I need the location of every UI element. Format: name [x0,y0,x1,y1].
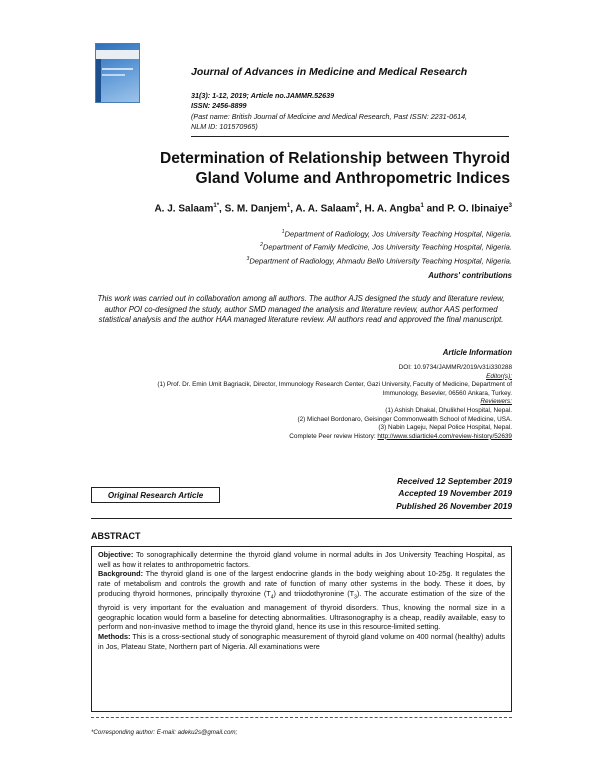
footnote-rule [91,717,512,718]
article-info-heading: Article Information [442,348,512,357]
journal-title: Journal of Advances in Medicine and Medical Research [191,66,468,78]
reviewer-entry: (2) Michael Bordonaro, Geisinger Commonwealth School of Medicine, USA. [297,415,512,423]
author-sup: 2 [355,203,359,209]
contributions-heading: Authors' contributions [428,271,512,280]
doi: DOI: 10.9734/JAMMR/2019/v31i330288 [398,364,512,371]
published-date: Published 26 November 2019 [396,500,512,511]
abstract-box [91,546,512,712]
contributions-text: This work was carried out in collaboration among all authors. The author AJS designed the study and literature review, author POI co-designed the study, author SMD managed the analysis and literature review, author AAS performed statistical analysis and the author HAA managed literature review. All authors read and approved the final manuscript. [97,294,505,325]
abstract-heading: ABSTRACT [91,531,141,541]
review-history: Complete Peer review History: http://www.sdiarticle4.com/review-history/52639 [289,432,512,440]
reviewer-entry: (3) Nabin Lageju, Nepal Police Hospital, Nepal. [378,424,512,432]
editor-entry-cont: Immunology, Besevler, 06560 Ankara, Turkey. [382,389,512,397]
volume-line: 31(3): 1-12, 2019; Article no.JAMMR.52639 [191,91,335,100]
nlm-id: NLM ID: 101570965) [191,121,258,131]
author-sup: 1 [420,203,424,209]
author-name: A. J. Salaam [154,203,214,215]
author-name: S. M. Danjem [224,203,287,215]
article-type-box: Original Research Article [91,487,220,503]
abstract-background: Background: The thyroid gland is one of the largest endocrine glands in the body weighing about 10-25g. It regulates the rate of metabolism and controls the growth and rate of function of many other systems in the body. These it does, by producing thyroid hormones, principally thyroxine $(T_4)$ and triiodothyronine $(T_3)$. The accurate estimation of the size of the thyroid is very important for the evaluation and management of thyroid disorders. Thus, knowing the normal size in a geographic location would form a baseline for detecting abnormalities. Ultrasonography is a cheap, readily available, easy to perform and non-invasive method to image the thyroid gland, hence its use in this resource-limited setting. [98,569,505,632]
author-sup: 1 [286,203,291,209]
affiliations [100,227,512,267]
affiliation: $^3$Department of Radiology, Ahmadu Bello University Teaching Hospital, Nigeria. [246,255,512,266]
article-dates [396,475,512,512]
review-history-link[interactable]: http://www.sdiarticle4.com/review-history/52639 [377,432,512,440]
title-line-1: Determination of Relationship between Thyroid [159,150,510,167]
reviewer-entry: (1) Ashish Dhakal, Dhulikhel Hospital, Nepal. [385,406,512,414]
author-sup: 3 [508,203,512,209]
journal-cover-image [95,43,140,103]
editor-entry: (1) Prof. Dr. Emin Umit Bagriacik, Director, Immunology Research Center, Gazi University, Faculty of Medicine, Department of [157,381,512,389]
author-list: A. J. Salaam$^{1*}$, S. M. Danjem$^1$, A. A. Salaam$^2$, H. A. Angba$^1$ and P. O. Ibinaiye$^3$ [154,203,512,215]
issn: ISSN: 2456-8899 [191,101,247,111]
abstract-objective: Objective: To sonographically determine the thyroid gland volume in normal adults in Jos University Teaching Hospital, as well as how it relates to anthropometric factors. [98,550,505,569]
received-date: Received 12 September 2019 [397,476,512,486]
reviewers-label: Reviewers: [480,398,512,406]
author-sup: 1* [213,203,220,209]
paper-title [80,149,510,189]
author-name: A. A. Salaam [295,203,356,215]
header-rule [191,136,509,137]
journal-meta [191,91,467,132]
title-line-2: Gland Volume and Anthropometric Indices [195,170,510,187]
section-rule [91,518,512,519]
accepted-date: Accepted 19 November 2019 [398,488,512,499]
editors-label: Editor(s): [486,372,512,380]
abstract-methods: Methods: This is a cross-sectional study of sonographic measurement of thyroid gland volume on 400 normal (healthy) adults in Jos, Plateau State, Northern part of Nigeria. All examinations were [98,632,505,651]
author-name: H. A. Angba [364,203,421,215]
past-name: (Past name: British Journal of Medicine and Medical Research, Past ISSN: 2231-0614, [191,111,468,121]
affiliation: $^2$Department of Family Medicine, Jos University Teaching Hospital, Nigeria. [260,242,512,252]
corresponding-author: *Corresponding author: E-mail: adeku2s@gmail.com; [91,729,238,736]
affiliation: $^1$Department of Radiology, Jos University Teaching Hospital, Nigeria. [281,229,512,239]
article-info [90,364,512,441]
author-name: P. O. Ibinaiye [447,203,509,215]
